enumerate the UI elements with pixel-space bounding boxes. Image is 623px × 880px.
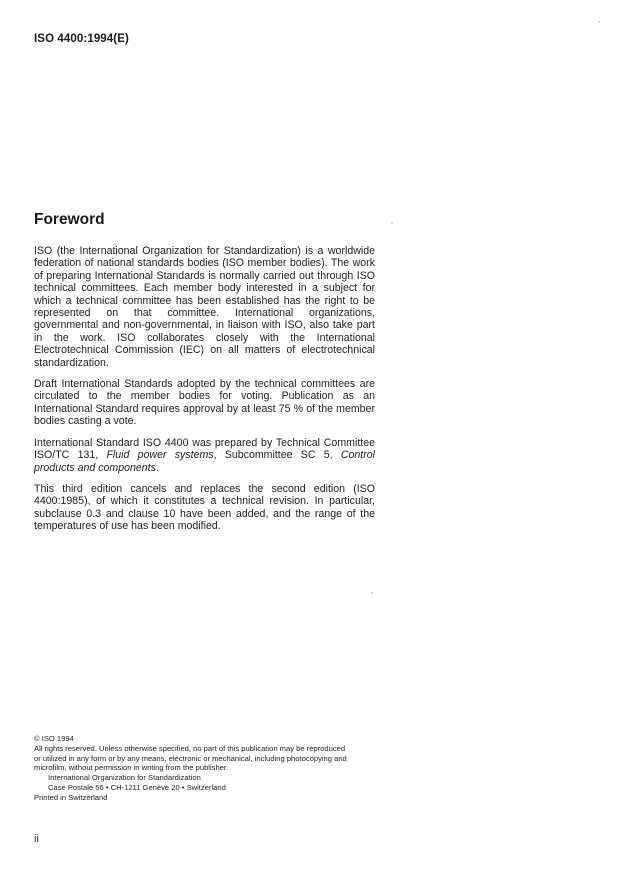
copyright-block <box>34 734 379 803</box>
subcommittee-text: , Subcommittee SC 5, <box>213 449 341 462</box>
organization-address: Case Postale 56 • CH-1211 Genève 20 • Switzerland <box>48 782 226 792</box>
section-heading: Foreword <box>34 211 105 228</box>
paragraph-iso-overview: ISO (the International Organization for Standardization) is a worldwide federation of national standards bodies (ISO member bodies). The work of preparing International Standards is normally carried out through ISO technical committees. Each member body interested in a subject for which a technical committee has been established has the right to be represented on that committee. International organizations, governmental and non-governmental, in liaison with ISO, also take part in the work. ISO collaborates closely with the International Electrotechnical Commission (IEC) on all matters of electrotechnical standardization. <box>34 245 375 369</box>
preparation-text: International Standard ISO 4400 was prepared by Technical Committee ISO/TC 131, <box>34 436 375 462</box>
foreword-body <box>34 245 375 542</box>
page-number: ii <box>34 833 39 845</box>
paragraph-draft-standards: Draft International Standards adopted by the technical committees are circulated to the member bodies for voting. Publication as an International Standard requires approval by at least 75 % of the member bodies casting a vote. <box>34 378 375 428</box>
committee-title: Fluid power systems <box>106 449 214 462</box>
standard-designation: ISO 4400:1994(E) <box>34 33 129 45</box>
copyright-notice: © ISO 1994 <box>34 734 74 743</box>
printed-in: Printed in Switzerland <box>34 792 108 802</box>
rights-line: or utilized in any form or by any means, electronic or mechanical, including photocopying and <box>34 753 347 763</box>
organization-name: International Organization for Standardization <box>48 773 201 783</box>
rights-line: All rights reserved. Unless otherwise specified, no part of this publication may be reproduced <box>34 743 346 753</box>
scan-speck <box>391 222 393 224</box>
paragraph-preparation <box>34 437 375 474</box>
preparation-end: . <box>155 461 159 474</box>
scan-speck <box>371 592 373 594</box>
rights-line: microfilm, without permission in writing from the publisher. <box>34 763 229 773</box>
scan-speck <box>598 21 600 23</box>
paragraph-edition: This third edition cancels and replaces the second edition (ISO 4400:1985), of which it constitutes a technical revision. In particular, subclause 0.3 and clause 10 have been added, and the range of the temperatures of use has been modified. <box>34 482 375 533</box>
subcommittee-title: Control products and components <box>34 449 375 474</box>
